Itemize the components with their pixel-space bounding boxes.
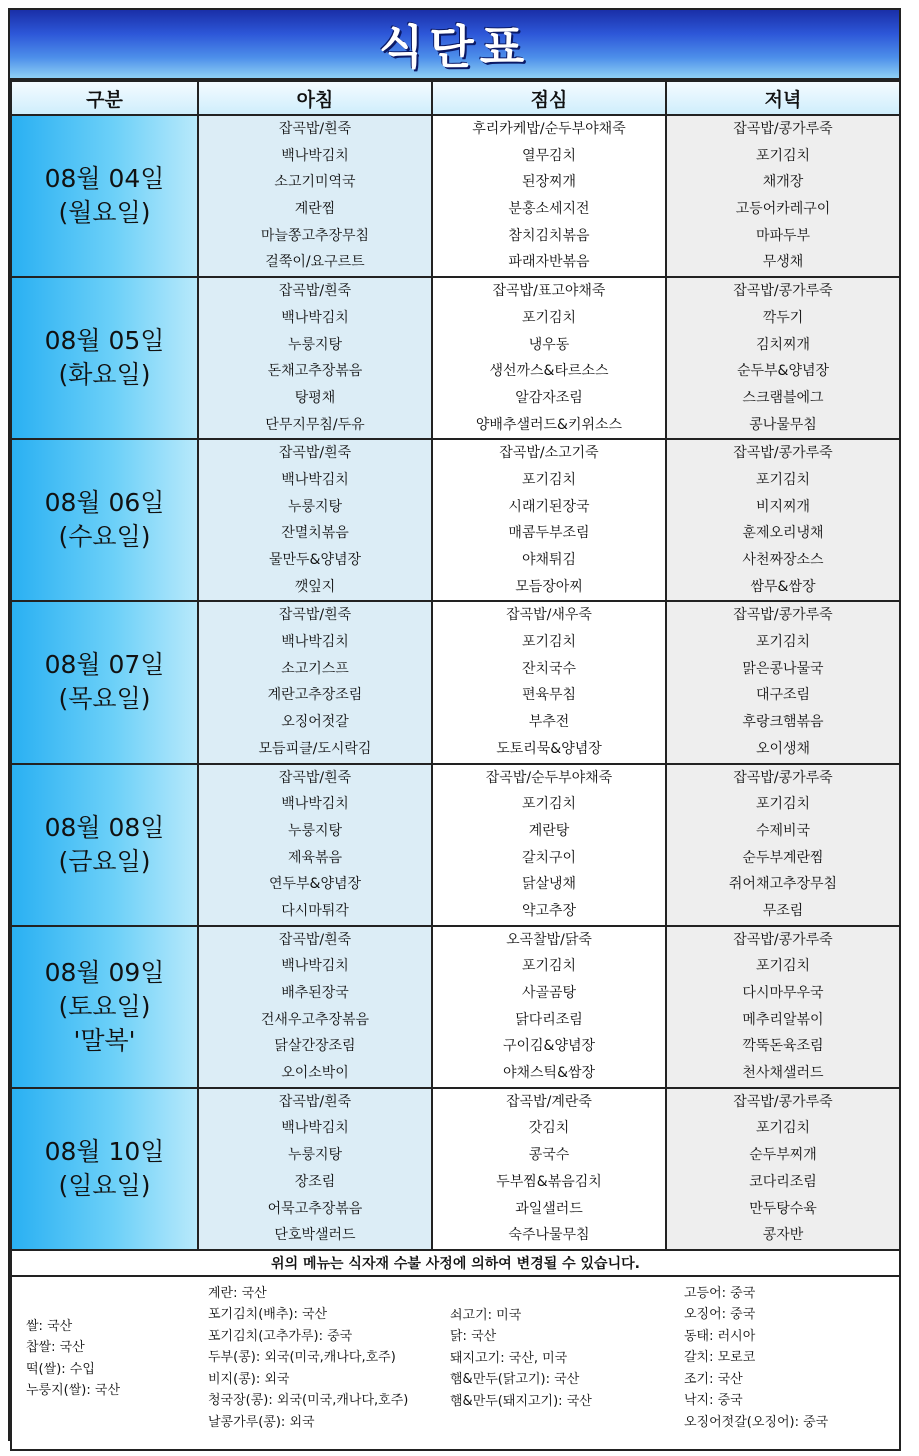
menu-item: 잡곡밥/새우죽 [506, 607, 592, 624]
day-weekday: (일요일) [58, 1170, 151, 1200]
origin-line: 비지(콩): 외국 [208, 1371, 290, 1387]
menu-item: 후랑크햄볶음 [742, 714, 824, 731]
notice-text: 위의 메뉴는 식자재 수불 사정에 의하여 변경될 수 있습니다. [11, 1250, 900, 1276]
menu-item: 소고기스프 [281, 660, 349, 677]
origin-line: 두부(콩): 외국(미국,캐나다,호주) [208, 1350, 396, 1366]
dinner-cell [666, 1088, 900, 1250]
day-label-cell [11, 1088, 198, 1250]
menu-item: 잡곡밥/흰죽 [278, 283, 352, 300]
menu-item: 맑은콩나물국 [742, 660, 824, 677]
menu-item: 포기김치 [755, 958, 811, 975]
menu-item: 오징어젓갈 [281, 714, 349, 731]
menu-item: 누룽지탕 [287, 498, 343, 515]
day-date: 08월 07일 [44, 650, 165, 680]
menu-item: 도토리묵&양념장 [496, 740, 602, 757]
menu-item: 만두탕수육 [749, 1200, 817, 1217]
menu-item: 깻잎지 [294, 578, 336, 595]
menu-item: 과일샐러드 [515, 1200, 583, 1217]
menu-item: 잡곡밥/흰죽 [278, 607, 352, 624]
menu-item: 오이소박이 [281, 1065, 349, 1082]
menu-item: 마파두부 [755, 227, 811, 244]
lunch-cell [432, 764, 666, 926]
menu-item: 파래자반볶음 [508, 254, 590, 271]
day-date: 08월 08일 [44, 812, 165, 842]
day-date: 08월 05일 [44, 326, 165, 356]
menu-item: 잡곡밥/흰죽 [278, 445, 352, 462]
day-weekday: (화요일) [58, 360, 151, 390]
menu-item: 잡곡밥/콩가루죽 [733, 283, 833, 300]
origin-line: 갈치: 모로코 [684, 1350, 756, 1366]
origin-line: 쌀: 국산 [26, 1318, 73, 1334]
menu-item: 순두부&양념장 [736, 363, 830, 380]
menu-item: 포기김치 [755, 471, 811, 488]
menu-item: 걸쭉이/요구르트 [265, 254, 365, 271]
menu-item: 누룽지탕 [287, 336, 343, 353]
origin-line: 동태: 러시아 [684, 1328, 756, 1344]
menu-item: 다시마무우국 [742, 985, 824, 1001]
menu-item: 갈치구이 [521, 849, 577, 866]
notice-row [11, 1250, 900, 1276]
meal-table [10, 80, 901, 1451]
day-label-cell [11, 601, 198, 763]
origin-line: 쇠고기: 미국 [450, 1307, 522, 1323]
dinner-cell [666, 277, 900, 439]
day-label-cell [11, 277, 198, 439]
menu-item: 백나박김치 [281, 634, 349, 651]
menu-item: 백나박김치 [281, 309, 349, 326]
menu-item: 계란찜 [294, 201, 336, 218]
menu-item: 후리카케밥/순두부야채죽 [472, 121, 626, 137]
origin-line: 날콩가루(콩): 외국 [208, 1414, 315, 1430]
menu-item: 순두부계란찜 [742, 849, 824, 866]
menu-item: 스크램블에그 [742, 389, 824, 406]
menu-item: 구이김&양념장 [502, 1038, 596, 1055]
menu-item: 백나박김치 [281, 471, 349, 488]
menu-item: 계란탕 [528, 822, 570, 839]
menu-item: 갓김치 [528, 1120, 570, 1137]
day-weekday: (토요일) [58, 991, 151, 1021]
day-row [11, 439, 900, 601]
header-dinner: 저녁 [666, 81, 900, 115]
menu-item: 포기김치 [521, 471, 577, 488]
day-row [11, 601, 900, 763]
lunch-cell [432, 1088, 666, 1250]
menu-item: 훈제오리냉채 [742, 525, 824, 542]
menu-item: 사골곰탕 [521, 985, 577, 1001]
menu-item: 비지찌개 [755, 498, 811, 515]
menu-item: 깍뚝돈육조림 [742, 1038, 824, 1055]
day-row [11, 926, 900, 1088]
menu-item: 단호박샐러드 [274, 1227, 356, 1244]
menu-item: 포기김치 [755, 796, 811, 813]
menu-item: 잡곡밥/흰죽 [278, 1093, 352, 1110]
menu-item: 양배추샐러드&키위소스 [475, 416, 623, 433]
menu-item: 마늘쫑고추장무침 [260, 227, 370, 244]
menu-item: 오이생채 [755, 740, 811, 757]
header-breakfast: 아침 [198, 81, 432, 115]
menu-item: 소고기미역국 [274, 174, 356, 191]
origin-line: 조기: 국산 [684, 1371, 743, 1387]
day-date: 08월 04일 [44, 164, 165, 194]
menu-item: 야채스틱&쌈장 [502, 1065, 596, 1082]
origin-line: 닭: 국산 [450, 1329, 497, 1345]
menu-item: 배추된장국 [281, 985, 349, 1001]
menu-item: 제육볶음 [287, 849, 343, 866]
menu-item: 분홍소세지전 [508, 201, 590, 218]
menu-item: 열무김치 [521, 147, 577, 164]
menu-item: 잡곡밥/콩가루죽 [733, 607, 833, 624]
title-banner [10, 10, 899, 80]
menu-item: 사천짜장소스 [742, 552, 824, 568]
menu-item: 고등어카레구이 [735, 201, 831, 218]
menu-item: 순두부찌개 [749, 1147, 817, 1164]
day-weekday: (금요일) [58, 846, 151, 876]
breakfast-cell [198, 1088, 432, 1250]
origin-line: 계란: 국산 [208, 1285, 267, 1301]
menu-item: 편육무침 [521, 687, 577, 704]
origin-line: 청국장(콩): 외국(미국,캐나다,호주) [208, 1393, 409, 1409]
menu-item: 무생채 [762, 254, 804, 271]
origin-line: 떡(쌀): 수입 [26, 1361, 95, 1377]
origin-line: 포기김치(고추가루): 중국 [208, 1328, 353, 1344]
origin-row [11, 1276, 900, 1450]
breakfast-cell [198, 277, 432, 439]
menu-item: 닭다리조림 [515, 1011, 583, 1028]
origin-column-vegetables [208, 1283, 408, 1434]
menu-item: 무조림 [762, 902, 804, 919]
menu-item: 잡곡밥/흰죽 [278, 931, 352, 948]
menu-item: 쥐어채고추장무침 [728, 876, 838, 893]
menu-item: 백나박김치 [281, 1120, 349, 1137]
menu-item: 닭살냉채 [521, 876, 577, 893]
menu-item: 약고추장 [521, 902, 577, 919]
header-lunch: 점심 [432, 81, 666, 115]
menu-item: 잡곡밥/콩가루죽 [733, 121, 833, 137]
day-label-cell [11, 926, 198, 1088]
day-row [11, 1088, 900, 1250]
menu-item: 물만두&양념장 [268, 552, 362, 568]
breakfast-cell [198, 764, 432, 926]
origin-line: 낙지: 중국 [684, 1393, 743, 1409]
menu-item: 된장찌개 [521, 174, 577, 191]
menu-item: 잡곡밥/콩가루죽 [733, 1093, 833, 1110]
menu-item: 장조림 [294, 1173, 336, 1190]
menu-item: 포기김치 [521, 309, 577, 326]
menu-item: 백나박김치 [281, 796, 349, 813]
menu-item: 김치찌개 [755, 336, 811, 353]
origin-line: 돼지고기: 국산, 미국 [450, 1350, 568, 1366]
lunch-cell [432, 277, 666, 439]
menu-item: 다시마튀각 [281, 902, 349, 919]
dinner-cell [666, 439, 900, 601]
menu-item: 생선까스&타르소스 [489, 363, 609, 380]
header-row [11, 81, 900, 115]
menu-item: 돈채고추장볶음 [267, 363, 363, 380]
breakfast-cell [198, 439, 432, 601]
menu-item: 건새우고추장볶음 [260, 1011, 370, 1028]
menu-item: 깍두기 [762, 309, 804, 326]
day-date: 08월 09일 [44, 957, 165, 987]
menu-item: 백나박김치 [281, 147, 349, 164]
menu-item: 참치김치볶음 [508, 227, 590, 244]
lunch-cell [432, 601, 666, 763]
day-row [11, 115, 900, 277]
menu-item: 잡곡밥/콩가루죽 [733, 769, 833, 786]
menu-item: 포기김치 [521, 634, 577, 651]
origin-column-grains [26, 1316, 120, 1402]
menu-item: 두부찜&볶음김치 [496, 1173, 602, 1190]
menu-item: 탕평채 [294, 389, 336, 406]
menu-item: 메추리알볶이 [742, 1011, 824, 1028]
origin-line: 찹쌀: 국산 [26, 1340, 85, 1356]
menu-item: 쌈무&쌈장 [750, 578, 816, 595]
menu-item: 채개장 [762, 174, 804, 191]
menu-item: 누룽지탕 [287, 822, 343, 839]
menu-item: 잔치국수 [521, 660, 577, 677]
origin-cell [11, 1276, 900, 1450]
breakfast-cell [198, 601, 432, 763]
menu-item: 콩나물무침 [749, 416, 817, 433]
menu-sheet [8, 8, 901, 1441]
day-date: 08월 10일 [44, 1136, 165, 1166]
menu-item: 코다리조림 [749, 1173, 817, 1190]
header-category: 구분 [11, 81, 198, 115]
day-weekday: (월요일) [58, 198, 151, 228]
menu-item: 잡곡밥/흰죽 [278, 121, 352, 137]
menu-item: 포기김치 [755, 147, 811, 164]
breakfast-cell [198, 115, 432, 277]
lunch-cell [432, 439, 666, 601]
origin-line: 누룽지(쌀): 국산 [26, 1383, 121, 1399]
day-note: '말복' [73, 1025, 136, 1055]
menu-item: 백나박김치 [281, 958, 349, 975]
menu-item: 어묵고추장볶음 [267, 1200, 363, 1217]
dinner-cell [666, 764, 900, 926]
day-rows [11, 115, 900, 1250]
menu-item: 잡곡밥/콩가루죽 [733, 931, 833, 948]
menu-item: 잔멸치볶음 [281, 525, 349, 542]
menu-item: 포기김치 [521, 958, 577, 975]
page-title: 식단표 [378, 20, 531, 74]
menu-item: 숙주나물무침 [508, 1227, 590, 1244]
menu-item: 부추전 [528, 714, 570, 731]
day-row [11, 764, 900, 926]
menu-item: 포기김치 [755, 1120, 811, 1137]
lunch-cell [432, 926, 666, 1088]
origin-line: 오징어: 중국 [684, 1307, 756, 1323]
menu-item: 대구조림 [755, 687, 811, 704]
origin-line: 햄&만두(돼지고기): 국산 [450, 1393, 592, 1409]
menu-item: 모듬장아찌 [515, 578, 583, 595]
menu-item: 천사채샐러드 [742, 1065, 824, 1082]
origin-column-seafood [684, 1283, 828, 1434]
origin-line: 햄&만두(닭고기): 국산 [450, 1372, 580, 1388]
menu-item: 시래기된장국 [508, 498, 590, 515]
day-label-cell [11, 764, 198, 926]
origin-line: 포기김치(배추): 국산 [208, 1307, 328, 1323]
menu-item: 잡곡밥/순두부야채죽 [485, 769, 613, 786]
menu-item: 오곡찰밥/닭죽 [506, 931, 592, 948]
menu-item: 포기김치 [755, 634, 811, 651]
dinner-cell [666, 601, 900, 763]
menu-item: 잡곡밥/표고야채죽 [492, 283, 606, 300]
origin-line: 오징어젓갈(오징어): 중국 [684, 1414, 829, 1430]
dinner-cell [666, 926, 900, 1088]
menu-item: 야채튀김 [521, 552, 577, 568]
menu-item: 매콤두부조림 [508, 525, 590, 542]
menu-item: 잡곡밥/흰죽 [278, 769, 352, 786]
menu-item: 모듬피클/도시락김 [258, 740, 372, 757]
menu-item: 냉우동 [528, 336, 570, 353]
menu-item: 잡곡밥/소고기죽 [499, 445, 599, 462]
menu-item: 닭살간장조림 [274, 1038, 356, 1055]
menu-item: 연두부&양념장 [268, 876, 362, 893]
day-date: 08월 06일 [44, 488, 165, 518]
menu-item: 수제비국 [755, 822, 811, 839]
menu-item: 포기김치 [521, 796, 577, 813]
menu-item: 잡곡밥/계란죽 [506, 1093, 592, 1110]
day-weekday: (수요일) [58, 522, 151, 552]
menu-item: 알감자조림 [515, 389, 583, 406]
day-label-cell [11, 439, 198, 601]
menu-item: 누룽지탕 [287, 1147, 343, 1164]
menu-item: 계란고추장조림 [267, 687, 363, 704]
menu-item: 잡곡밥/콩가루죽 [733, 445, 833, 462]
dinner-cell [666, 115, 900, 277]
breakfast-cell [198, 926, 432, 1088]
origin-line: 고등어: 중국 [684, 1285, 756, 1301]
menu-item: 단무지무침/두유 [265, 416, 365, 433]
day-row [11, 277, 900, 439]
day-weekday: (목요일) [58, 684, 151, 714]
origin-column-meats [450, 1305, 592, 1413]
menu-item: 콩자반 [762, 1227, 804, 1244]
day-label-cell [11, 115, 198, 277]
lunch-cell [432, 115, 666, 277]
menu-item: 콩국수 [528, 1147, 570, 1164]
